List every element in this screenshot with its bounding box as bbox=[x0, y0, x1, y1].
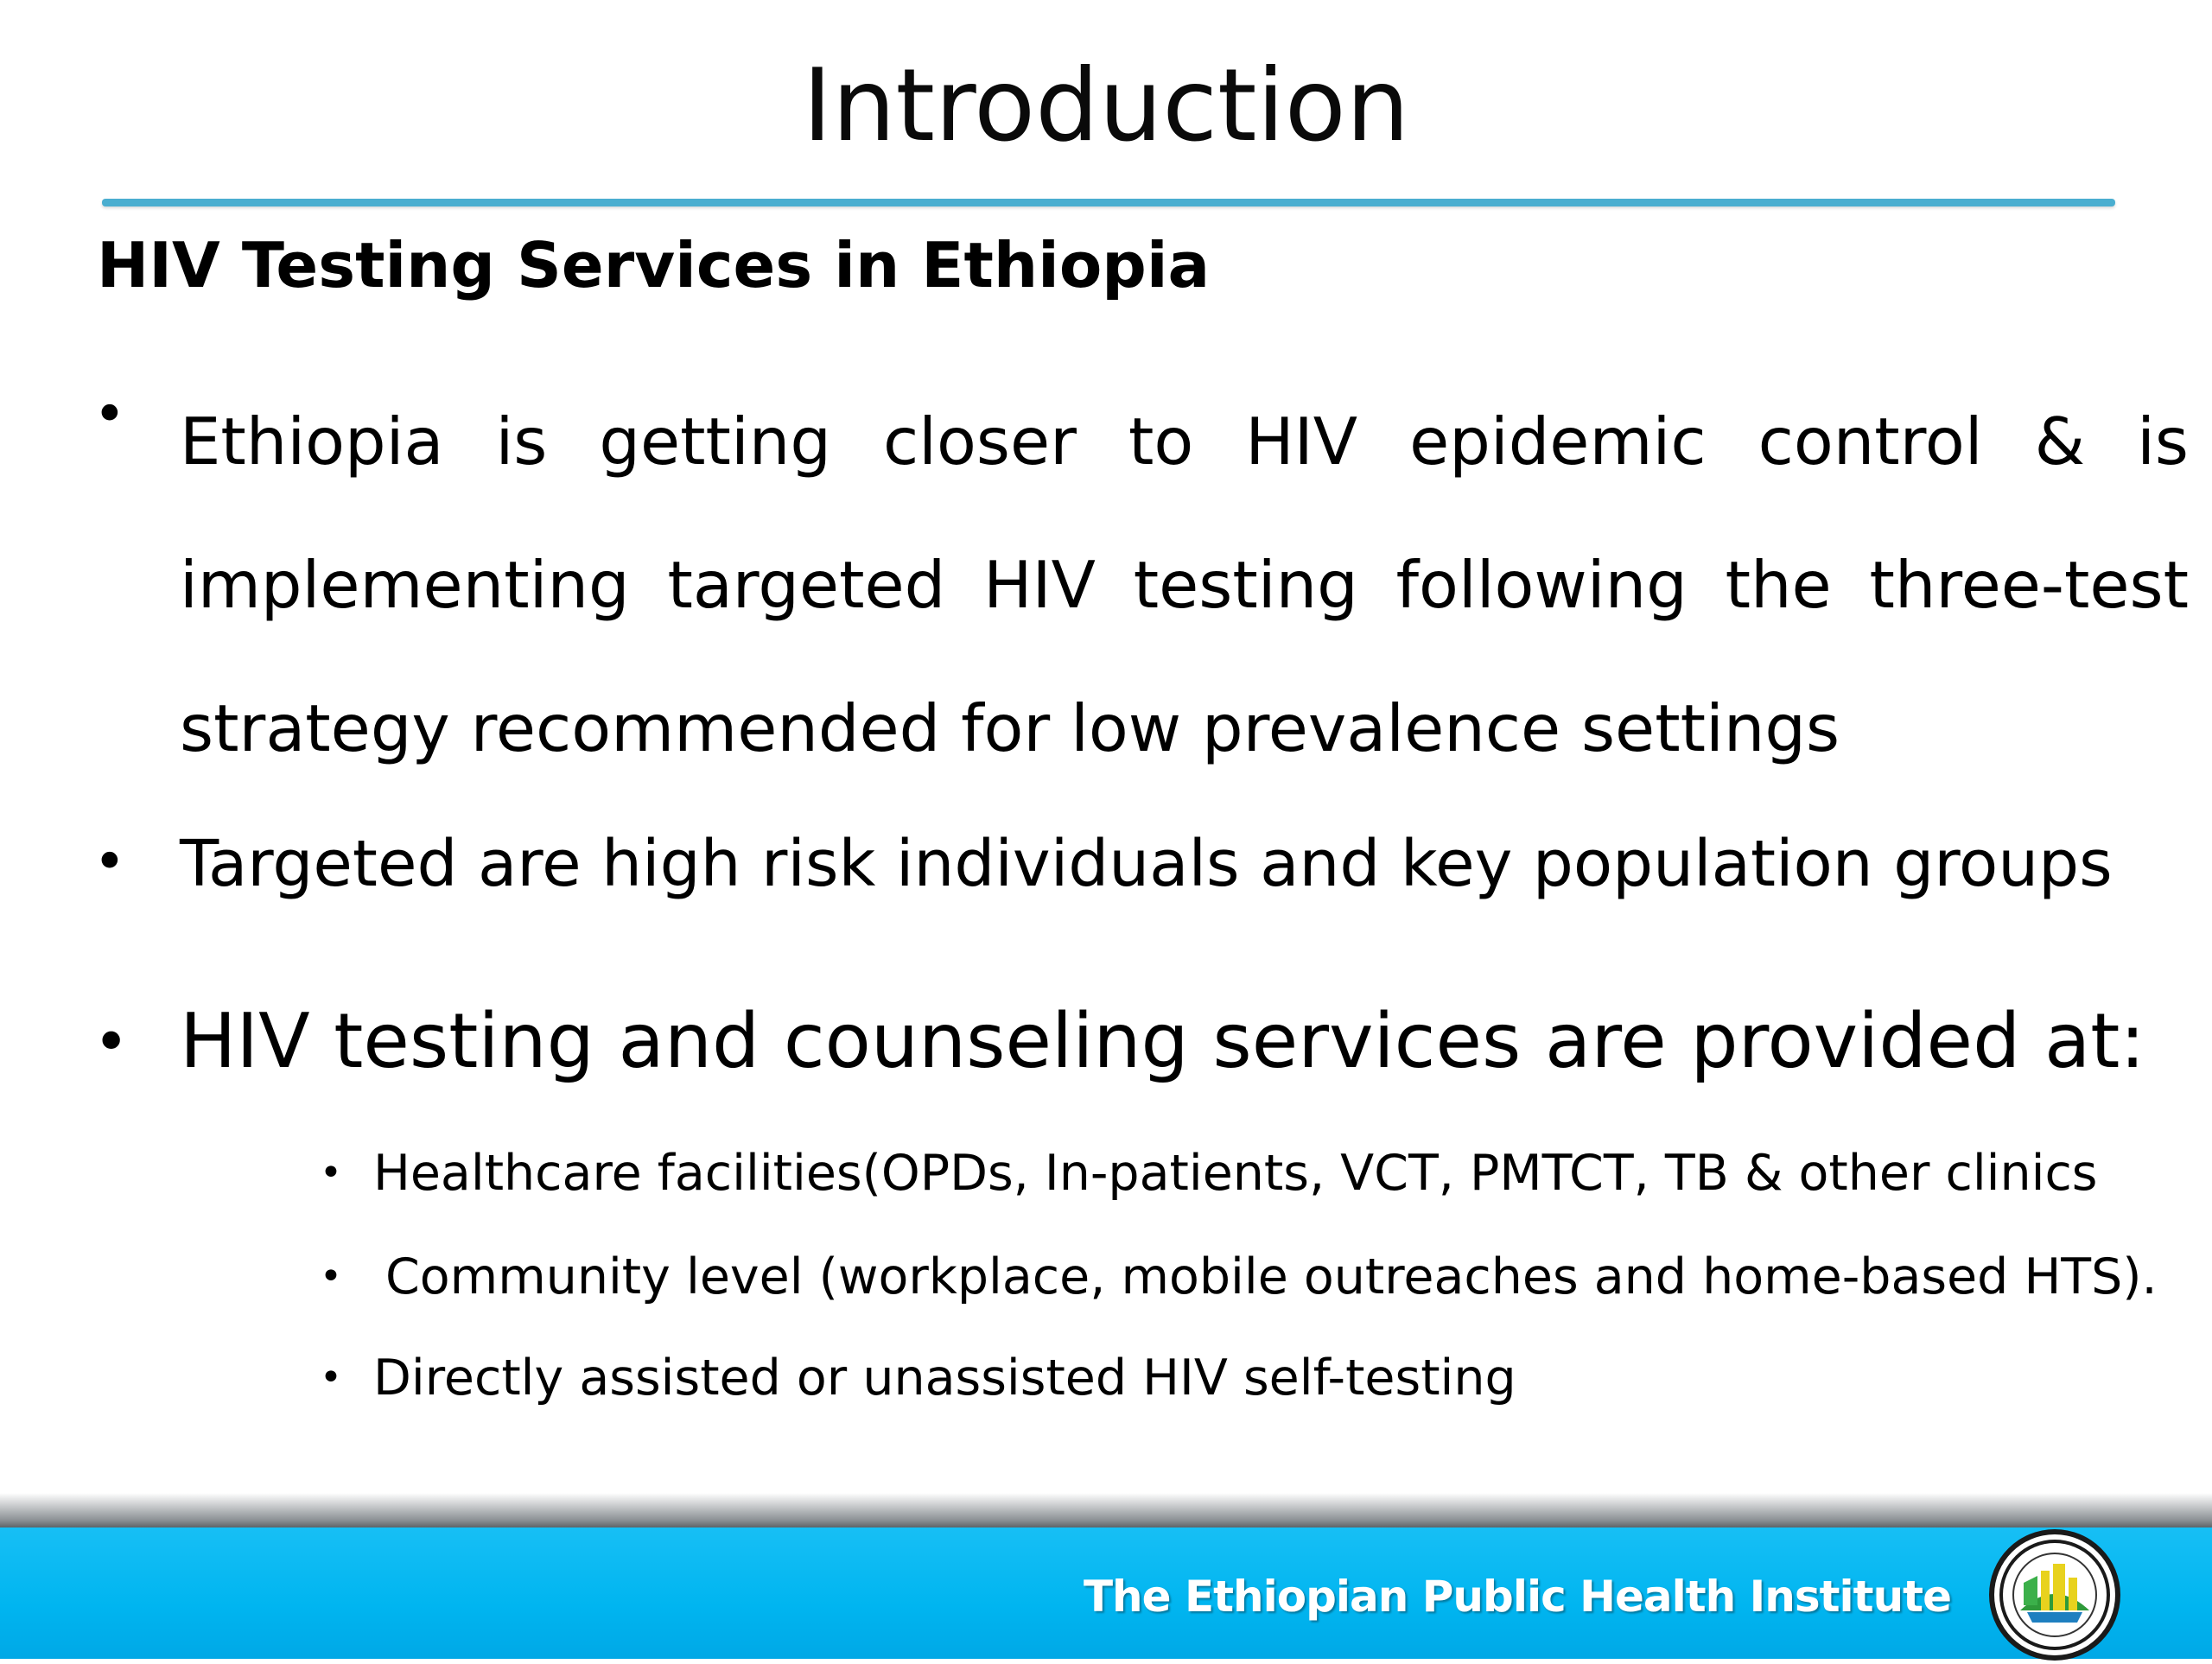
bullet-targeted-groups: Targeted are high risk individuals and key population groups bbox=[180, 827, 2113, 901]
footer-organization-name: The Ethiopian Public Health Institute bbox=[1083, 1572, 1951, 1622]
title-divider bbox=[102, 199, 2115, 206]
sub-bullet-healthcare-facilities: Healthcare facilities(OPDs, In-patients, VCT, PMTCT, TB & other clinics bbox=[373, 1145, 2098, 1202]
sub-bullet-marker: • bbox=[320, 1151, 342, 1195]
bullet-epidemic-control: Ethiopia is getting closer to HIV epidemic control & is implementing targeted HIV testing following the three-test strategy recommended for low prevalence settings bbox=[180, 403, 2189, 766]
bullet-services-provided: HIV testing and counseling services are provided at: bbox=[180, 997, 2145, 1085]
sub-bullet-marker: • bbox=[320, 1254, 342, 1299]
slide-title: Introduction bbox=[802, 48, 1410, 164]
sub-bullet-marker: • bbox=[320, 1356, 342, 1400]
bullet-marker: • bbox=[93, 830, 126, 894]
sub-bullet-community-level: Community level (workplace, mobile outreaches and home-based HTS). bbox=[385, 1248, 2158, 1305]
footer-shadow bbox=[0, 1493, 2212, 1527]
bullet-marker: • bbox=[93, 1007, 130, 1077]
sub-bullet-self-testing: Directly assisted or unassisted HIV self-testing bbox=[373, 1350, 1516, 1407]
section-heading: HIV Testing Services in Ethiopia bbox=[97, 229, 1211, 302]
ephi-seal-icon bbox=[1986, 1526, 2124, 1664]
bullet-marker: • bbox=[93, 383, 126, 447]
